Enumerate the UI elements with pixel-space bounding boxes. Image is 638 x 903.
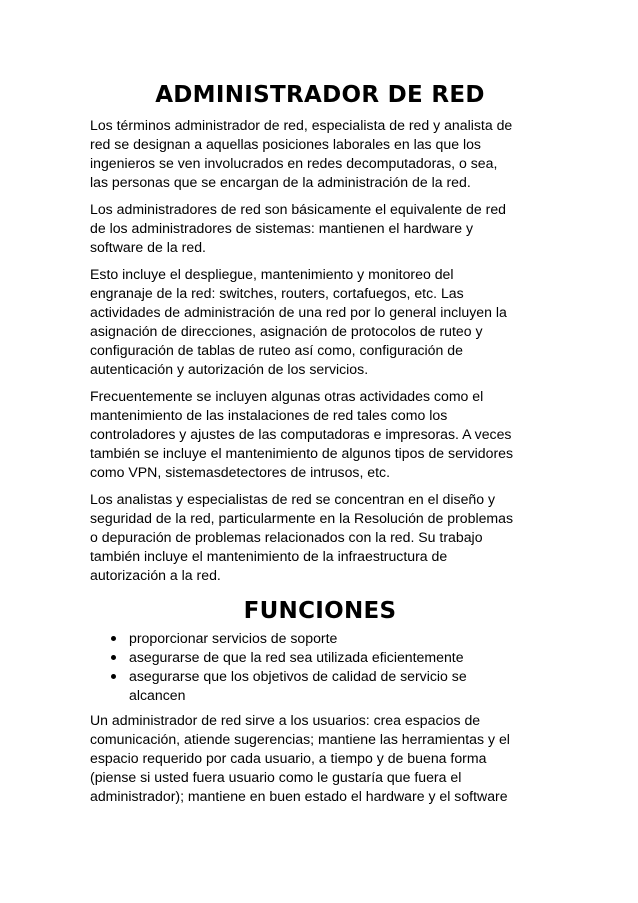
bullet-icon <box>111 655 116 660</box>
list-item-text: alcancen <box>129 687 186 703</box>
paragraph-line: ingenieros se ven involucrados en redes decomputadoras, o sea, <box>90 155 498 171</box>
list-item-text: proporcionar servicios de soporte <box>129 630 338 646</box>
paragraph-line: también incluye el mantenimiento de la infraestructura de <box>90 548 448 564</box>
paragraph-line: red se designan a aquellas posiciones laborales en las que los <box>90 136 481 152</box>
paragraph-line: software de la red. <box>90 239 206 255</box>
paragraph-line: mantenimiento de las instalaciones de red tales como los <box>90 407 448 423</box>
paragraph-line: las personas que se encargan de la administración de la red. <box>90 174 471 190</box>
paragraph-line: actividades de administración de una red por lo general incluyen la <box>90 304 507 320</box>
funciones-list <box>90 629 550 705</box>
paragraph-line: Los administradores de red son básicamente el equivalente de red <box>90 201 507 217</box>
document-page <box>90 78 550 814</box>
paragraph-line: controladores y ajustes de las computadoras e impresoras. A veces <box>90 426 512 442</box>
paragraph-line: administrador); mantiene en buen estado el hardware y el software <box>90 788 508 804</box>
paragraph-line: Esto incluye el despliegue, mantenimiento y monitoreo del <box>90 266 454 282</box>
paragraph-line: Los analistas y especialistas de red se concentran en el diseño y <box>90 491 496 507</box>
paragraph-line: comunicación, atiende sugerencias; mantiene las herramientas y el <box>90 731 510 747</box>
paragraph-line: (piense si usted fuera usuario como le gustaría que fuera el <box>90 769 462 785</box>
list-item-text: asegurarse de que la red sea utilizada eficientemente <box>129 649 464 665</box>
paragraph-equivalence <box>90 200 550 257</box>
paragraph-activities <box>90 265 550 379</box>
page-title: ADMINISTRADOR DE RED <box>155 82 485 108</box>
paragraph-line: de los administradores de sistemas: mantienen el hardware y <box>90 220 474 236</box>
list-item <box>90 648 550 667</box>
paragraph-line: Un administrador de red sirve a los usuarios: crea espacios de <box>90 712 481 728</box>
paragraph-other-activities <box>90 387 550 482</box>
paragraph-intro <box>90 116 550 192</box>
list-item <box>90 667 550 705</box>
paragraph-line: como VPN, sistemasdetectores de intrusos, etc. <box>90 464 391 480</box>
paragraph-line: seguridad de la red, particularmente en la Resolución de problemas <box>90 510 514 526</box>
paragraph-line: engranaje de la red: switches, routers, cortafuegos, etc. Las <box>90 285 464 301</box>
paragraph-line: también se incluye el mantenimiento de algunos tipos de servidores <box>90 445 514 461</box>
paragraph-line: autenticación y autorización de los servicios. <box>90 361 369 377</box>
list-item <box>90 629 550 648</box>
paragraph-line: espacio requerido por cada usuario, a tiempo y de buena forma <box>90 750 487 766</box>
list-item-text: asegurarse que los objetivos de calidad de servicio se <box>129 668 467 684</box>
paragraph-line: autorización a la red. <box>90 567 221 583</box>
section-heading-funciones: FUNCIONES <box>243 598 397 624</box>
paragraph-line: Los términos administrador de red, especialista de red y analista de <box>90 117 513 133</box>
bullet-icon <box>111 636 116 641</box>
paragraph-closing <box>90 711 550 806</box>
paragraph-line: configuración de tablas de ruteo así como, configuración de <box>90 342 463 358</box>
paragraph-line: Frecuentemente se incluyen algunas otras actividades como el <box>90 388 484 404</box>
paragraph-line: o depuración de problemas relacionados con la red. Su trabajo <box>90 529 483 545</box>
paragraph-line: asignación de direcciones, asignación de protocolos de ruteo y <box>90 323 483 339</box>
paragraph-analysts <box>90 490 550 585</box>
bullet-icon <box>111 674 116 679</box>
